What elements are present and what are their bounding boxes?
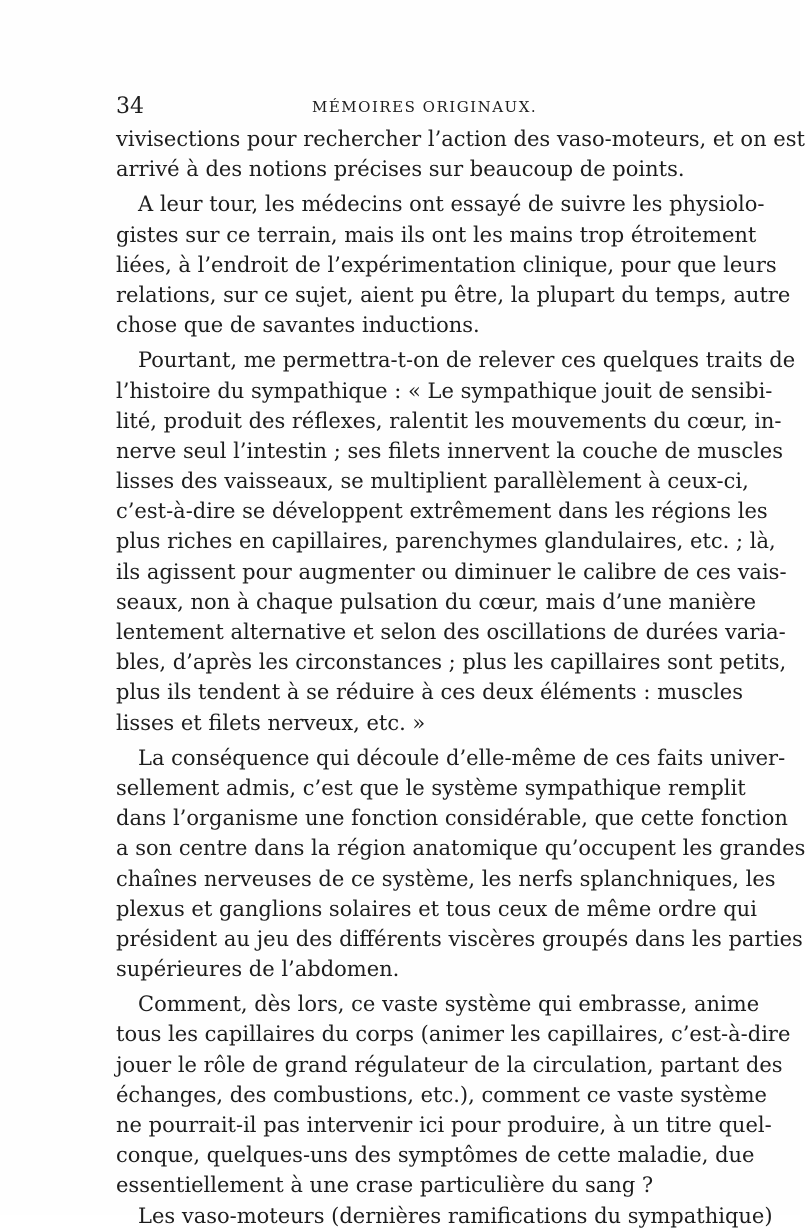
running-head (116, 92, 686, 122)
paragraph (116, 189, 791, 340)
paragraph (116, 124, 805, 184)
text-line: échanges, des combustions, etc.), comment ce vaste système (116, 1082, 767, 1107)
text-line: ils agissent pour augmenter ou diminuer le calibre de ces vais- (116, 559, 787, 584)
text-line: nerve seul l’intestin ; ses filets innervent la couche de muscles (116, 438, 783, 463)
page-number: 34 (116, 94, 144, 119)
paragraph (116, 1201, 773, 1231)
text-line: A leur tour, les médecins ont essayé de suivre les physiolo- (138, 192, 765, 217)
text-line: lité, produit des réflexes, ralentit les mouvements du cœur, in- (116, 408, 782, 433)
text-line: liées, à l’endroit de l’expérimentation clinique, pour que leurs (116, 252, 777, 277)
text-line: vivisections pour rechercher l’action des vaso-moteurs, et on est (116, 127, 805, 151)
text-line: ne pourrait-il pas intervenir ici pour produire, à un titre quel- (116, 1113, 772, 1137)
text-line: jouer le rôle de grand régulateur de la circulation, partant des (116, 1052, 783, 1077)
text-line: Comment, dès lors, ce vaste système qui embrasse, anime (138, 992, 760, 1017)
text-line: Les vaso-moteurs (dernières ramifications du sympathique) (138, 1203, 773, 1228)
paragraph (116, 743, 805, 985)
text-line: tous les capillaires du corps (animer les capillaires, c’est-à-dire (116, 1022, 791, 1047)
text-line: relations, sur ce sujet, aient pu être, la plupart du temps, autre (116, 282, 791, 307)
text-line: plus ils tendent à se réduire à ces deux éléments : muscles (116, 680, 744, 705)
text-line: président au jeu des différents viscères groupés dans les parties (116, 926, 803, 951)
text-line: lisses et filets nerveux, etc. » (116, 710, 426, 735)
text-line: chaînes nerveuses de ce système, les nerfs splanchniques, les (116, 866, 776, 891)
text-line: Pourtant, me permettra-t-on de relever ces quelques traits de (138, 348, 796, 373)
body-text (116, 124, 805, 1231)
text-line: arrivé à des notions précises sur beaucoup de points. (116, 157, 685, 182)
text-line: supérieures de l’abdomen. (116, 957, 400, 982)
text-line: essentiellement à une crase particulière du sang ? (116, 1173, 654, 1198)
text-line: c’est-à-dire se développent extrêmement dans les régions les (116, 499, 768, 524)
text-line: dans l’organisme une fonction considérable, que cette fonction (116, 806, 788, 831)
text-line: l’histoire du sympathique : « Le sympathique jouit de sensibi- (116, 378, 773, 403)
text-line: lisses des vaisseaux, se multiplient parallèlement à ceux-ci, (116, 469, 749, 494)
text-line: conque, quelques-uns des symptômes de cette maladie, due (116, 1143, 755, 1168)
paragraph (116, 345, 796, 737)
running-title: MÉMOIRES ORIGINAUX. (312, 98, 538, 116)
text-line: seaux, non à chaque pulsation du cœur, mais d’une manière (116, 589, 757, 614)
text-line: a son centre dans la région anatomique qu’occupent les grandes (116, 836, 805, 861)
text-line: La conséquence qui découle d’elle-même de ces faits univer- (138, 745, 786, 770)
text-line: bles, d’après les circonstances ; plus les capillaires sont petits, (116, 650, 787, 675)
text-line: plus riches en capillaires, parenchymes glandulaires, etc. ; là, (116, 529, 776, 554)
text-line: gistes sur ce terrain, mais ils ont les mains trop étroitement (116, 222, 757, 247)
text-line: sellement admis, c’est que le système sympathique remplit (116, 775, 746, 800)
text-line: plexus et ganglions solaires et tous ceux de même ordre qui (116, 896, 757, 921)
text-line: chose que de savantes inductions. (116, 313, 480, 338)
text-line: lentement alternative et selon des oscillations de durées varia- (116, 620, 786, 644)
paragraph (116, 989, 791, 1200)
